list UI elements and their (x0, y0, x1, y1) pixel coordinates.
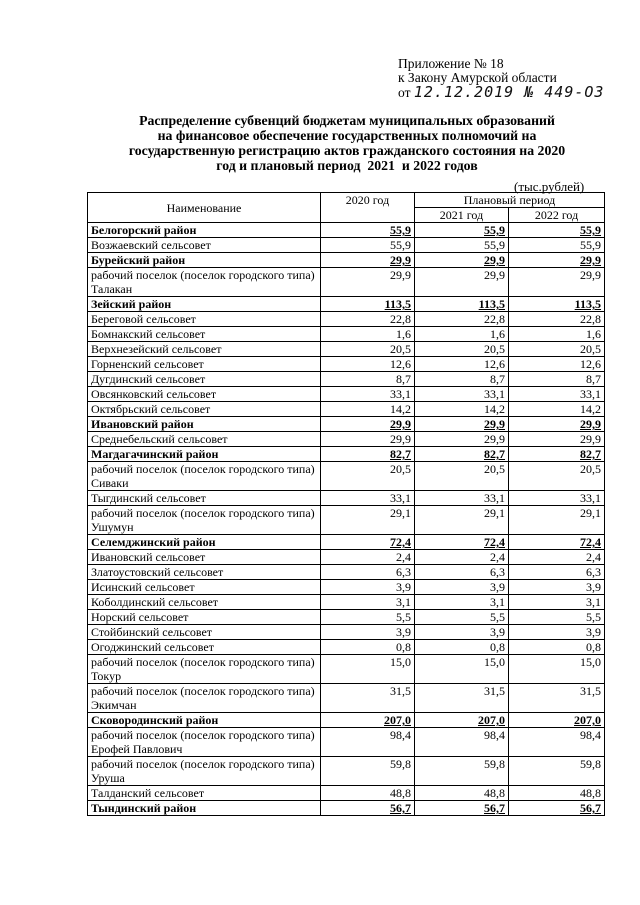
row-2022-cell: 98,4 (509, 728, 605, 757)
title-line-3: государственную регистрацию актов гражданского состояния на 2020 (128, 143, 566, 158)
table-row (88, 342, 605, 357)
row-2022-cell: 29,9 (509, 432, 605, 447)
row-2022-cell: 3,9 (509, 580, 605, 595)
row-2020-cell: 20,5 (321, 342, 415, 357)
row-name-cell: Тыгдинский сельсовет (88, 491, 321, 506)
row-2022-cell: 3,9 (509, 625, 605, 640)
row-2022-cell: 33,1 (509, 387, 605, 402)
row-2021-cell: 3,1 (415, 595, 509, 610)
row-name-cell: рабочий поселок (поселок городского типа) Уруша (88, 757, 321, 786)
row-2021-cell: 48,8 (415, 786, 509, 801)
row-2020-cell: 113,5 (321, 297, 415, 312)
row-2020-cell: 8,7 (321, 372, 415, 387)
row-2020-cell: 55,9 (321, 238, 415, 253)
row-2022-cell: 8,7 (509, 372, 605, 387)
row-2020-cell: 207,0 (321, 713, 415, 728)
row-2020-cell: 29,9 (321, 268, 415, 297)
table-row-district (88, 447, 605, 462)
row-name-cell: Возжаевский сельсовет (88, 238, 321, 253)
row-2021-cell: 29,9 (415, 268, 509, 297)
table-header-row (88, 193, 605, 208)
row-2020-cell: 59,8 (321, 757, 415, 786)
row-2020-cell: 98,4 (321, 728, 415, 757)
row-name-cell: Верхнезейский сельсовет (88, 342, 321, 357)
row-2020-cell: 29,9 (321, 417, 415, 432)
row-2020-cell: 48,8 (321, 786, 415, 801)
row-2020-cell: 6,3 (321, 565, 415, 580)
row-2020-cell: 3,1 (321, 595, 415, 610)
row-2021-cell: 31,5 (415, 684, 509, 713)
table-row (88, 327, 605, 342)
row-2021-cell: 29,9 (415, 432, 509, 447)
row-2021-cell: 113,5 (415, 297, 509, 312)
row-2020-cell: 33,1 (321, 491, 415, 506)
row-2020-cell: 22,8 (321, 312, 415, 327)
row-2022-cell: 55,9 (509, 238, 605, 253)
row-2020-cell: 29,9 (321, 432, 415, 447)
table-row (88, 550, 605, 565)
row-2022-cell: 113,5 (509, 297, 605, 312)
row-2020-cell: 31,5 (321, 684, 415, 713)
row-2021-cell: 8,7 (415, 372, 509, 387)
table-row-district (88, 713, 605, 728)
row-name-cell: Норский сельсовет (88, 610, 321, 625)
row-2021-cell: 56,7 (415, 801, 509, 816)
title-line-2: на финансовое обеспечение государственных полномочий на (157, 128, 537, 143)
row-2020-cell: 82,7 (321, 447, 415, 462)
row-2020-cell: 1,6 (321, 327, 415, 342)
row-2020-cell: 29,9 (321, 253, 415, 268)
row-2020-cell: 3,9 (321, 625, 415, 640)
table-row (88, 625, 605, 640)
row-2021-cell: 29,9 (415, 417, 509, 432)
row-2022-cell: 55,9 (509, 223, 605, 238)
row-2022-cell: 72,4 (509, 535, 605, 550)
table-row (88, 786, 605, 801)
row-name-cell: рабочий поселок (поселок городского типа) Экимчан (88, 684, 321, 713)
row-2022-cell: 31,5 (509, 684, 605, 713)
row-2021-cell: 55,9 (415, 238, 509, 253)
table-row (88, 238, 605, 253)
units-label: (тыс.рублей) (514, 179, 585, 194)
row-name-cell: Коболдинский сельсовет (88, 595, 321, 610)
row-name-cell: Огоджинский сельсовет (88, 640, 321, 655)
table-row (88, 640, 605, 655)
row-2021-cell: 15,0 (415, 655, 509, 684)
row-2022-cell: 20,5 (509, 342, 605, 357)
row-name-cell: Дугдинский сельсовет (88, 372, 321, 387)
row-name-cell: Магдагачинский район (88, 447, 321, 462)
row-2021-cell: 0,8 (415, 640, 509, 655)
row-2022-cell: 82,7 (509, 447, 605, 462)
row-2022-cell: 20,5 (509, 462, 605, 491)
header-2022: 2022 год (509, 208, 605, 223)
header-name: Наименование (88, 193, 321, 223)
table-body (88, 223, 605, 816)
row-2021-cell: 98,4 (415, 728, 509, 757)
row-name-cell: рабочий поселок (поселок городского типа) Сиваки (88, 462, 321, 491)
row-2020-cell: 2,4 (321, 550, 415, 565)
row-name-cell: Бурейский район (88, 253, 321, 268)
row-2021-cell: 20,5 (415, 342, 509, 357)
row-name-cell: рабочий поселок (поселок городского типа) Токур (88, 655, 321, 684)
row-2022-cell: 3,1 (509, 595, 605, 610)
row-2022-cell: 22,8 (509, 312, 605, 327)
table-row (88, 565, 605, 580)
row-name-cell: Селемджинский район (88, 535, 321, 550)
row-name-cell: Береговой сельсовет (88, 312, 321, 327)
table-row (88, 372, 605, 387)
table-row-district (88, 223, 605, 238)
appendix-number: Приложение № 18 (398, 56, 504, 71)
row-2022-cell: 207,0 (509, 713, 605, 728)
row-2022-cell: 14,2 (509, 402, 605, 417)
row-2021-cell: 20,5 (415, 462, 509, 491)
row-2020-cell: 15,0 (321, 655, 415, 684)
row-2020-cell: 3,9 (321, 580, 415, 595)
row-2021-cell: 1,6 (415, 327, 509, 342)
row-2021-cell: 12,6 (415, 357, 509, 372)
row-2020-cell: 20,5 (321, 462, 415, 491)
row-2022-cell: 48,8 (509, 786, 605, 801)
appendix-date-prefix: от (398, 85, 411, 100)
row-2020-cell: 72,4 (321, 535, 415, 550)
row-name-cell: Ивановский район (88, 417, 321, 432)
row-name-cell: Зейский район (88, 297, 321, 312)
row-name-cell: Стойбинский сельсовет (88, 625, 321, 640)
table-row (88, 595, 605, 610)
header-2020: 2020 год (321, 193, 415, 223)
row-2021-cell: 2,4 (415, 550, 509, 565)
table-row (88, 580, 605, 595)
row-2021-cell: 5,5 (415, 610, 509, 625)
row-2022-cell: 2,4 (509, 550, 605, 565)
table-row (88, 655, 605, 684)
row-2022-cell: 6,3 (509, 565, 605, 580)
row-2021-cell: 207,0 (415, 713, 509, 728)
row-2022-cell: 12,6 (509, 357, 605, 372)
row-2022-cell: 29,9 (509, 253, 605, 268)
document-title (92, 113, 602, 173)
row-2022-cell: 15,0 (509, 655, 605, 684)
row-2021-cell: 3,9 (415, 625, 509, 640)
row-2022-cell: 56,7 (509, 801, 605, 816)
table-row (88, 684, 605, 713)
row-2020-cell: 5,5 (321, 610, 415, 625)
row-2021-cell: 29,1 (415, 506, 509, 535)
row-name-cell: Горненский сельсовет (88, 357, 321, 372)
row-name-cell: Овсянковский сельсовет (88, 387, 321, 402)
row-2022-cell: 0,8 (509, 640, 605, 655)
row-name-cell: Талданский сельсовет (88, 786, 321, 801)
row-2021-cell: 33,1 (415, 387, 509, 402)
title-line-1: Распределение субвенций бюджетам муниципальных образований (139, 113, 555, 128)
row-name-cell: рабочий поселок (поселок городского типа) Ушумун (88, 506, 321, 535)
row-name-cell: рабочий поселок (поселок городского типа) Талакан (88, 268, 321, 297)
table-row-district (88, 801, 605, 816)
row-name-cell: Бомнакский сельсовет (88, 327, 321, 342)
row-2022-cell: 29,1 (509, 506, 605, 535)
table-row-district (88, 535, 605, 550)
row-2020-cell: 14,2 (321, 402, 415, 417)
row-2022-cell: 59,8 (509, 757, 605, 786)
row-2021-cell: 72,4 (415, 535, 509, 550)
row-name-cell: Сковородинский район (88, 713, 321, 728)
table-row (88, 728, 605, 757)
row-2020-cell: 33,1 (321, 387, 415, 402)
row-2022-cell: 29,9 (509, 268, 605, 297)
appendix-date-line (398, 85, 604, 100)
row-2021-cell: 14,2 (415, 402, 509, 417)
table-row (88, 757, 605, 786)
row-2022-cell: 1,6 (509, 327, 605, 342)
table-row (88, 462, 605, 491)
row-2021-cell: 6,3 (415, 565, 509, 580)
table-row (88, 312, 605, 327)
appendix-law: к Закону Амурской области (398, 70, 557, 85)
table-row (88, 491, 605, 506)
table-row-district (88, 297, 605, 312)
handwritten-date-number: 12.12.2019 № 449-ОЗ (413, 83, 605, 101)
table-row (88, 432, 605, 447)
row-2022-cell: 5,5 (509, 610, 605, 625)
table-row (88, 387, 605, 402)
row-name-cell: рабочий поселок (поселок городского типа) Ерофей Павлович (88, 728, 321, 757)
header-planned-period: Плановый период (415, 193, 605, 208)
row-2021-cell: 33,1 (415, 491, 509, 506)
table-row (88, 357, 605, 372)
subventions-table (87, 192, 605, 816)
row-2021-cell: 82,7 (415, 447, 509, 462)
row-2021-cell: 59,8 (415, 757, 509, 786)
row-2020-cell: 55,9 (321, 223, 415, 238)
table-row (88, 506, 605, 535)
row-name-cell: Исинский сельсовет (88, 580, 321, 595)
row-2020-cell: 12,6 (321, 357, 415, 372)
row-2021-cell: 55,9 (415, 223, 509, 238)
row-name-cell: Златоустовский сельсовет (88, 565, 321, 580)
table-row (88, 402, 605, 417)
row-name-cell: Ивановский сельсовет (88, 550, 321, 565)
row-2022-cell: 29,9 (509, 417, 605, 432)
row-2021-cell: 3,9 (415, 580, 509, 595)
row-2022-cell: 33,1 (509, 491, 605, 506)
table-row (88, 610, 605, 625)
row-2020-cell: 56,7 (321, 801, 415, 816)
row-name-cell: Среднебельский сельсовет (88, 432, 321, 447)
table-row-district (88, 253, 605, 268)
appendix-block (398, 57, 604, 100)
title-line-4: год и плановый период 2021 и 2022 годов (216, 158, 478, 173)
row-name-cell: Белогорский район (88, 223, 321, 238)
table-row-district (88, 417, 605, 432)
header-2021: 2021 год (415, 208, 509, 223)
row-name-cell: Тындинский район (88, 801, 321, 816)
row-name-cell: Октябрьский сельсовет (88, 402, 321, 417)
row-2021-cell: 22,8 (415, 312, 509, 327)
table-row (88, 268, 605, 297)
row-2020-cell: 29,1 (321, 506, 415, 535)
row-2021-cell: 29,9 (415, 253, 509, 268)
row-2020-cell: 0,8 (321, 640, 415, 655)
